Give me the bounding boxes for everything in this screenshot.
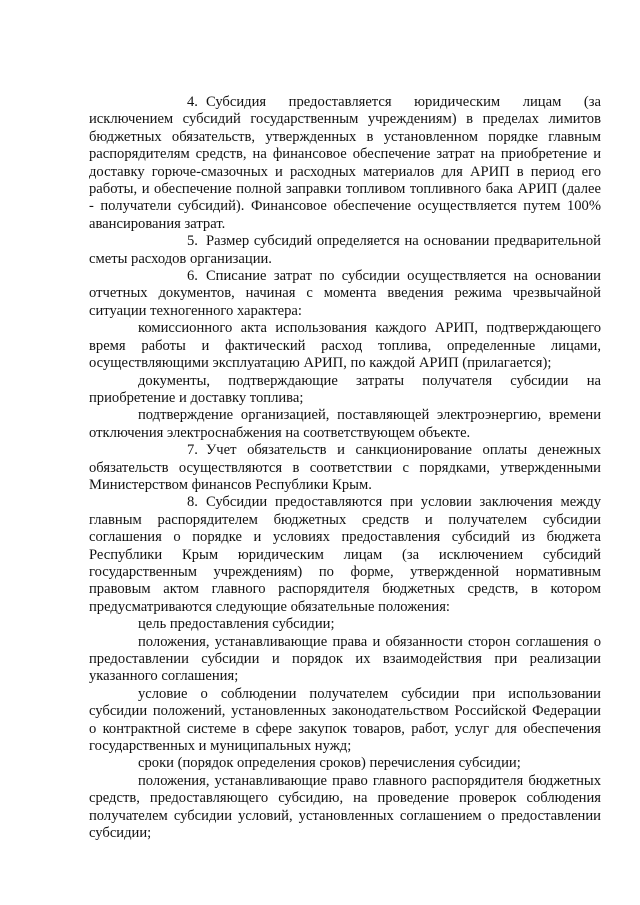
paragraph-text: цель предоставления субсидии;: [138, 616, 335, 633]
list-item-rights-duties: [89, 634, 601, 686]
paragraph-number: 8.: [187, 494, 198, 511]
paragraph-text: положения, устанавливающие право главного распорядителя бюджетных средств, предоставляющего субсидию, на проведение проверок соблюдения получателем субсидии условий, установленных соглашением о предоставлении субсидии;: [89, 772, 601, 842]
paragraph-5: [89, 233, 601, 268]
list-item-inspection-right: [89, 773, 601, 843]
paragraph-number: 4.: [187, 94, 198, 110]
paragraph-number: 7.: [187, 442, 198, 459]
paragraph-text: сроки (порядок определения сроков) перечисления субсидии;: [138, 755, 521, 772]
list-item-power-confirmation: [89, 407, 601, 442]
paragraph-text: Размер субсидий определяется на основании предварительной сметы расходов организации.: [89, 233, 601, 267]
list-item-purpose: [89, 616, 601, 633]
document-page: [89, 94, 601, 842]
paragraph-text: Субсидии предоставляются при условии заключения между главным распорядителем бюджетных средств и получателем субсидии соглашения о порядке и условиях предоставления субсидий из бюджета Республики Крым юридическим лицам (за исключением субсидий государственным учреждениям) по форме, утвержденной нормативным правовым актом главного распорядителя бюджетных средств, в котором предусматриваются следующие обязательные положения:: [89, 494, 601, 615]
paragraph-8: [89, 494, 601, 616]
paragraph-number: 6.: [187, 268, 198, 285]
paragraph-text: условие о соблюдении получателем субсидии при использовании субсидии положений, установленных законодательством Российской Федерации о контрактной системе в сфере закупок товаров, работ, услуг для обеспечения государственных и муниципальных нужд;: [89, 685, 601, 755]
paragraph-text: положения, устанавливающие права и обязанности сторон соглашения о предоставлении субсидии и порядок их взаимодействия при реализации указанного соглашения;: [89, 633, 601, 685]
list-item-fuel-documents: [89, 373, 601, 408]
paragraph-text: Списание затрат по субсидии осуществляется на основании отчетных документов, начиная с момента введения режима чрезвычайной ситуации техногенного характера:: [89, 268, 601, 319]
paragraph-7: [89, 442, 601, 494]
paragraph-text: Субсидия предоставляется юридическим лицам (за исключением субсидий государственным учреждениям) в пределах лимитов бюджетных обязательств, утвержденных в установленном порядке главным распорядителям средств, на финансовое обеспечение затрат на приобретение и доставку горюче-смазочных и расходных материалов для АРИП в период его работы, и обеспечение полной заправки топливом топливного бака АРИП (далее - получатели субсидий). Финансовое обеспечение осуществляется путем 100% авансирования затрат.: [89, 94, 601, 232]
list-item-procurement-condition: [89, 686, 601, 756]
paragraph-text: подтверждение организацией, поставляющей электроэнергию, времени отключения электроснабжения на соответствующем объекте.: [89, 407, 601, 441]
paragraph-4: [89, 94, 601, 233]
paragraph-text: комиссионного акта использования каждого АРИП, подтверждающего время работы и фактический расход топлива, определенные лицами, осуществляющими эксплуатацию АРИП, по каждой АРИП (прилагается);: [89, 320, 601, 372]
paragraph-text: Учет обязательств и санкционирование оплаты денежных обязательств осуществляются в соответствии с порядками, утвержденными Министерством финансов Республики Крым.: [89, 442, 601, 493]
paragraph-text: документы, подтверждающие затраты получателя субсидии на приобретение и доставку топлива;: [89, 372, 601, 406]
list-item-commission-act: [89, 320, 601, 372]
paragraph-6: [89, 268, 601, 320]
list-item-transfer-terms: [89, 755, 601, 772]
paragraph-number: 5.: [187, 233, 198, 250]
